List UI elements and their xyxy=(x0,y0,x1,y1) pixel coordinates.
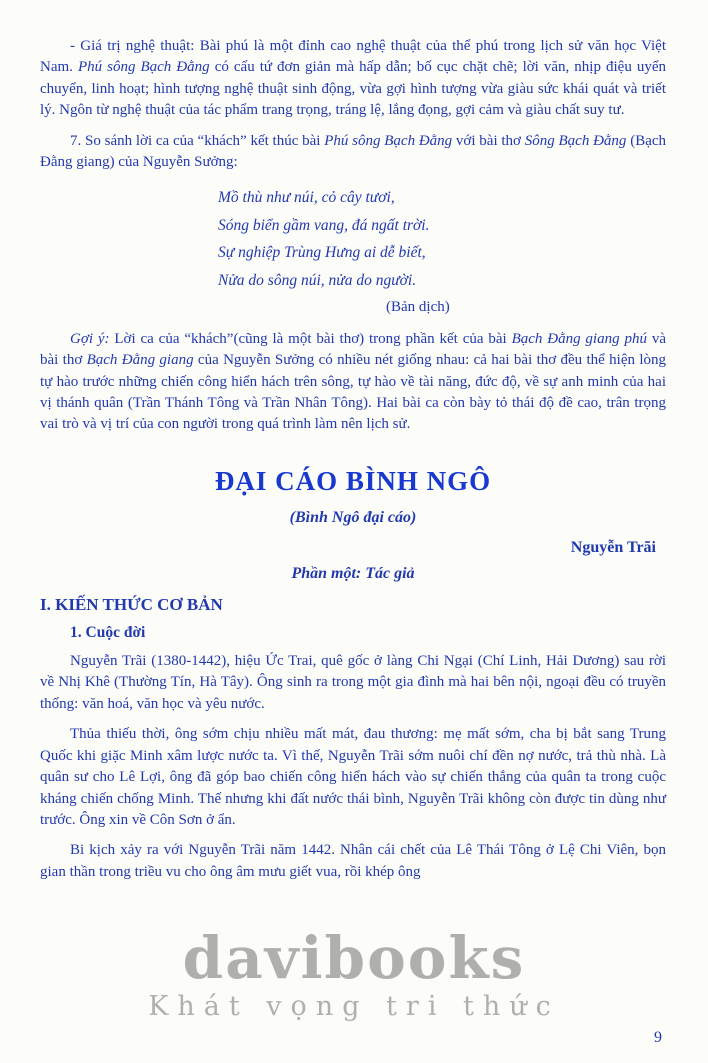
page-number: 9 xyxy=(654,1029,662,1046)
paragraph-bio-1: Nguyễn Trãi (1380-1442), hiệu Ức Trai, quê gốc ở làng Chi Ngại (Chí Linh, Hải Dương) sau rời về Nhị Khê (Thường Tín, Hà Tây). Ông sinh ra trong một gia đình mà hai bên nội, ngoại đều có truyền thống: văn hoá, văn học và yêu nước. xyxy=(40,652,666,712)
page-subtitle: (Bình Ngô đại cáo) xyxy=(289,508,417,526)
poem-source: (Bản dịch) xyxy=(386,299,450,316)
author-name: Nguyễn Trãi xyxy=(570,538,656,556)
poem-line: Sóng biển gầm vang, đá ngất trời. xyxy=(218,216,430,234)
section-heading: I. KIẾN THỨC CƠ BẢN xyxy=(40,594,223,614)
poem-line: Sự nghiệp Trùng Hưng ai dễ biết, xyxy=(218,244,426,262)
watermark-brand: davibooks xyxy=(182,924,526,992)
paragraph-bio-2: Thủa thiếu thời, ông sớm chịu nhiều mất mát, đau thương: mẹ mất sớm, cha bị bắt sang Trung Quốc khi giặc Minh xâm lược nước ta. Vì thế, Nguyễn Trãi sớm nuôi chí đền nợ nước, trả thù nhà. Là quân sư cho Lê Lợi, ông đã góp bao chiến công hiển hách vào sự chiến thắng của quân ta trong cuộc kháng chiến chống Minh. Thế nhưng khi đất nước thái bình, Nguyễn Trãi không còn được tin dùng như trước. Ông xin về Côn Sơn ở ẩn. xyxy=(40,726,666,828)
part-heading: Phần một: Tác giả xyxy=(291,564,415,582)
page-title: ĐẠI CÁO BÌNH NGÔ xyxy=(214,465,492,496)
publisher-watermark xyxy=(0,924,708,1022)
paragraph-bio-3: Bi kịch xảy ra với Nguyễn Trãi năm 1442. Nhân cái chết của Lê Thái Tông ở Lệ Chi Viên, bọn gian thần trong triều vu cho ông âm mưu giết vua, rồi khép ông xyxy=(40,842,666,880)
poem-line: Mồ thù như núi, cỏ cây tươi, xyxy=(218,188,395,206)
sub-heading: 1. Cuộc đời xyxy=(70,623,146,641)
paragraph-goi-y: Gợi ý: Lời ca của “khách”(cũng là một bài thơ) trong phần kết của bài Bạch Đằng giang phú và bài thơ Bạch Đằng giang của Nguyễn Sưởng có nhiều nét giống nhau: cả hai bài thơ đều thể hiện lòng tự hào trước những chiến công hiển hách trên sông, tự hào về tài năng, đức độ, về sự anh minh của hai vị thánh quân (Trần Thánh Tông và Trần Nhân Tông). Hai bài ca còn bày tỏ thái độ đề cao, trân trọng vai trò và vị trí của con người trong quá trình làm nên lịch sử. xyxy=(40,330,666,433)
paragraph-question-7: 7. So sánh lời ca của “khách” kết thúc bài Phú sông Bạch Đằng với bài thơ Sông Bạch Đằng (Bạch Đằng giang) của Nguyễn Sưởng: xyxy=(40,132,667,171)
paragraph-art-value: - Giá trị nghệ thuật: Bài phú là một đỉnh cao nghệ thuật của thể phú trong lịch sử văn học Việt Nam. Phú sông Bạch Đằng có cấu tứ đơn giản mà hấp dẫn; bố cục chặt chẽ; lời văn, nhịp điệu uyển chuyển, linh hoạt; hình tượng nghệ thuật sinh động, vừa gợi hình tượng vừa giàu sức khái quát và triết lý. Ngôn từ nghệ thuật của tác phẩm trang trọng, tráng lệ, lắng đọng, gợi cảm và giàu chất suy tư. xyxy=(40,38,666,119)
poem-line: Nửa do sông núi, nửa do người. xyxy=(218,272,417,290)
watermark-slogan: Khát vọng tri thức xyxy=(148,990,560,1022)
poem-quote xyxy=(218,184,666,321)
